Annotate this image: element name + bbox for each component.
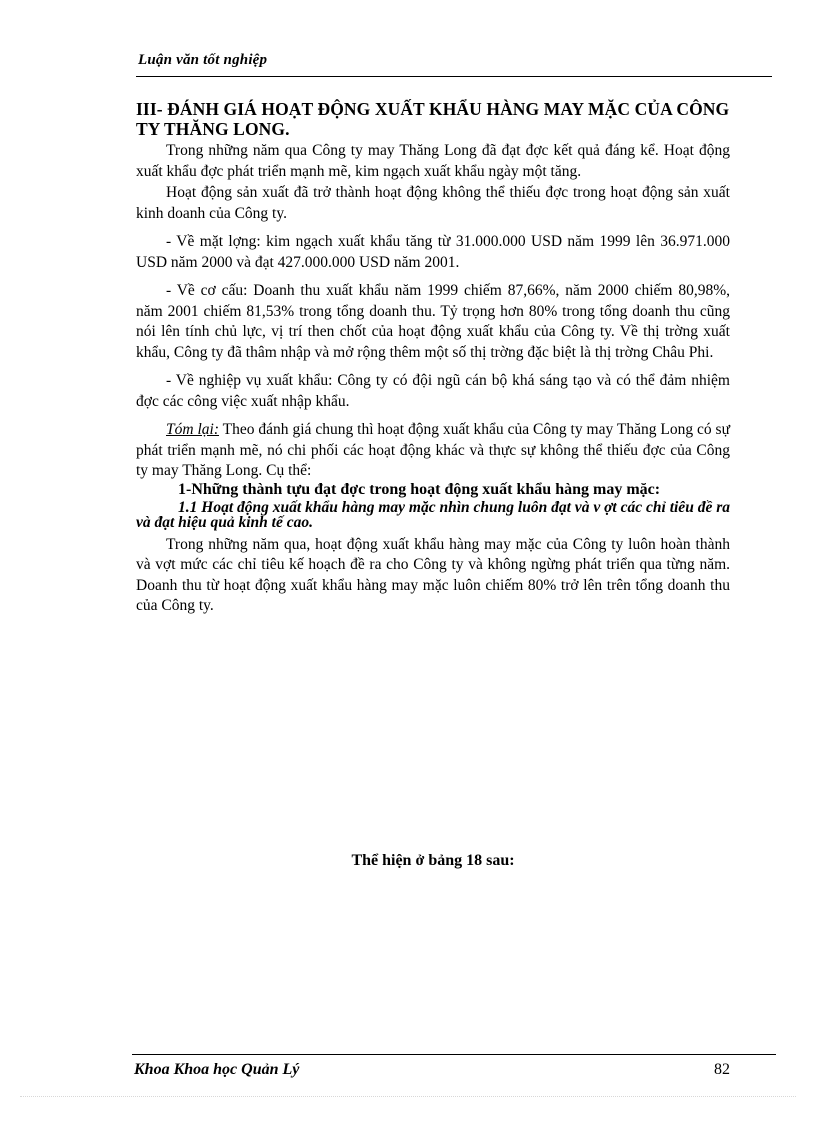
paragraph-production: Hoạt động sản xuất đã trở thành hoạt động không thể thiếu đợc trong hoạt động sản xuất kinh doanh của Công ty.: [136, 184, 730, 222]
page-header: [136, 52, 772, 77]
paragraph-expertise: - Về nghiệp vụ xuất khẩu: Công ty có đội ngũ cán bộ khá sáng tạo và có thể đảm nhiệm đợc các công việc xuất nhập khẩu.: [136, 372, 730, 410]
section-heading: III- ĐÁNH GIÁ HOẠT ĐỘNG XUẤT KHẨU HÀNG MAY MẶC CỦA CÔNG TY THĂNG LONG.: [136, 99, 730, 139]
subsubheading-targets: 1.1 Hoạt động xuất khẩu hàng may mặc nhìn chung luôn đạt và v ợt các chỉ tiêu đề ra và đạt hiệu quả kinh tế cao.: [136, 498, 730, 531]
paragraph-structure: - Về cơ cấu: Doanh thu xuất khẩu năm 1999 chiếm 87,66%, năm 2000 chiếm 80,98%, năm 2001 chiếm 81,53% trong tổng doanh thu. Tỷ trọng hơn 80% trong tổng doanh thu cũng nói lên tính chủ lực, vị trí then chốt của hoạt động xuất khẩu của Công ty. Về thị trờng xuất khẩu, Công ty đã thâm nhập và mở rộng thêm một số thị trờng đặc biệt là thị trờng Châu Phi.: [136, 282, 730, 361]
header-title: Luận văn tốt nghiệp: [138, 52, 268, 68]
paragraph-intro: Trong những năm qua Công ty may Thăng Long đã đạt đợc kết quả đáng kể. Hoạt động xuất khẩu đợc phát triển mạnh mẽ, kim ngạch xuất khẩu ngày một tăng.: [136, 142, 730, 180]
paragraph-summary: [136, 420, 730, 482]
paragraph-final: Trong những năm qua, hoạt động xuất khẩu hàng may mặc của Công ty luôn hoàn thành và vợt mức các chỉ tiêu kế hoạch đề ra cho Công ty và không ngừng phát triển qua từng năm. Doanh thu từ hoạt động xuất khẩu hàng may mặc luôn chiếm 80% trở lên trên tổng doanh thu của Công ty.: [136, 535, 730, 614]
footer-page-number: 82: [714, 1061, 730, 1078]
paragraph-volume: - Về mặt lợng: kim ngạch xuất khẩu tăng từ 31.000.000 USD năm 1999 lên 36.971.000 USD năm 2000 và đạt 427.000.000 USD năm 2001.: [136, 233, 730, 271]
footer-faculty: Khoa Khoa học Quản Lý: [134, 1061, 300, 1078]
page-bottom-divider: [20, 1096, 796, 1097]
main-content: [136, 99, 730, 625]
summary-label: Tóm lại:: [166, 421, 220, 438]
summary-text: Theo đánh giá chung thì hoạt động xuất khẩu của Công ty may Thăng Long có sự phát triển mạnh mẽ, nó chi phối các hoạt động khác và thực sự không thể thiếu đợc của Công ty may Thăng Long. Cụ thể:: [136, 421, 730, 479]
page-footer: [132, 1054, 776, 1085]
subheading-achievements: 1-Những thành tựu đạt đợc trong hoạt động xuất khẩu hàng may mặc:: [178, 480, 661, 498]
table-caption: Thể hiện ở bảng 18 sau:: [351, 852, 515, 869]
